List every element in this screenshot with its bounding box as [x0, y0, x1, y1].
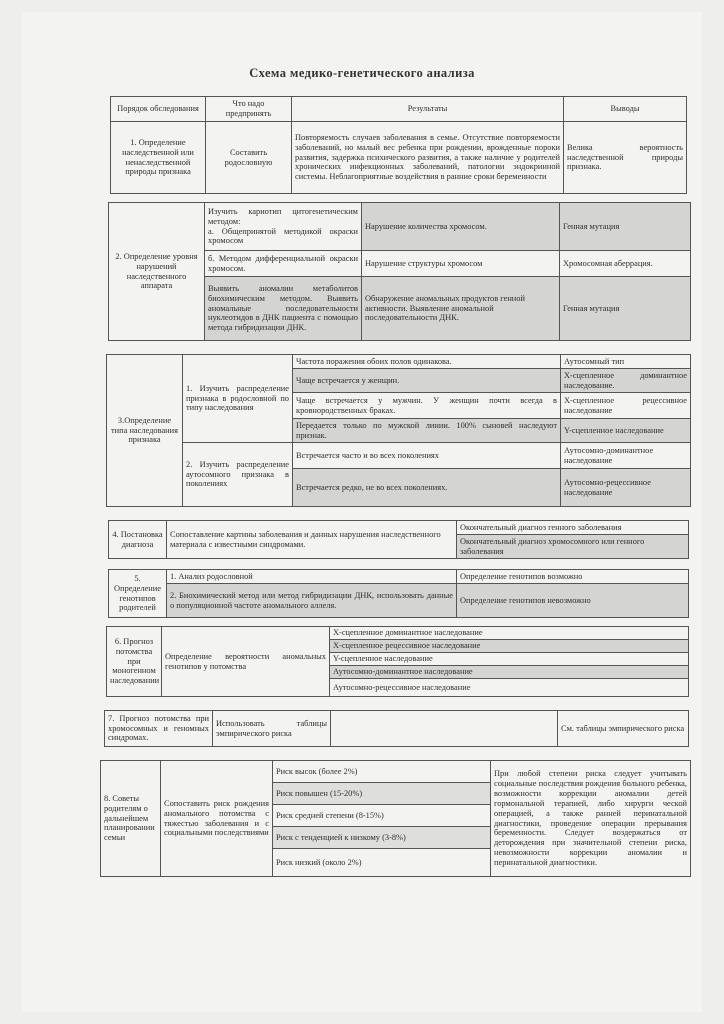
s4-concl-1: Окончательный диагноз генного заболевания [457, 521, 689, 535]
s6-action: Определение вероятности аномальных генотипов у потомства [162, 627, 330, 697]
s1-result: Повторяемость случаев заболевания в семье. Отсутствие повторяемости заболеваний, но малый вес ребенка при рождении, врожденные пороки развития, задержка психического развития, а также наличие у родителей хронических инфекционных заболеваний, патологии эндокринной системы. Неблагоприятные воздействия в ранние сроки беременности [292, 122, 564, 194]
s3-result-4: Передается только по мужской линии. 100% сыновей наследуют признак. [293, 419, 561, 443]
s3-action-2: 2. Изучить распределение аутосомного признака в поколениях [183, 443, 293, 507]
s2-result-a: Нарушение количества хромосом. [362, 203, 560, 251]
s2-action-a-intro: Изучить кариотип цитогенетическим методом: [208, 206, 358, 226]
s3-concl-6: Аутосомно-рецессивное наследование [561, 469, 691, 507]
s8-risk-2: Риск повышен (15-20%) [273, 783, 491, 805]
section-2-table [108, 202, 691, 341]
s2-action-c: Выявить аномалии метаболитов биохимическим методом. Выявить аномальные последовательности нуклеотидов в ДНК пациента с помощью метода гибридизации ДНК. [205, 277, 362, 341]
s2-action-a-text: а. Общепринятой методикой окраски хромосом [208, 226, 358, 246]
s8-step: 8. Советы родителям о дальнейшем планировании семьи [101, 761, 161, 877]
s5-concl-2: Определение генотипов невозможно [457, 584, 689, 618]
s3-result-1: Частота поражения обоих полов одинакова. [293, 355, 561, 369]
s5-step: 5. Определение генотипов родителей [109, 570, 167, 618]
s7-action: Использовать таблицы эмпирического риска [213, 711, 331, 747]
s8-risk-5: Риск низкий (около 2%) [273, 849, 491, 877]
s6-item-2: Х-сцепленное рецессивное наследование [330, 640, 689, 653]
s4-step: 4. Постановка диагноза [109, 521, 167, 559]
section-8-table [100, 760, 691, 877]
s2-action-b: б. Методом дифференциальной окраски хромосом. [205, 251, 362, 277]
s7-conclusion: См. таблицы эмпирического риска [558, 711, 689, 747]
s2-result-c: Обнаружение аномальных продуктов генной активности. Выявление аномальной последовательности ДНК. [362, 277, 560, 341]
s2-concl-c: Генная мутация [560, 277, 691, 341]
s7-empty [331, 711, 558, 747]
s4-concl-2: Окончательный диагноз хромосомного или генного заболевания [457, 535, 689, 559]
s7-step: 7. Прогноз потомства при хромосомных и геномных синдромах. [105, 711, 213, 747]
header-action: Что надо предпринять [206, 97, 292, 122]
s8-risk-1: Риск высок (более 2%) [273, 761, 491, 783]
s6-item-4: Аутосомно-доминантное наследование [330, 666, 689, 679]
s5-concl-1: Определение генотипов возможно [457, 570, 689, 584]
s2-action-a [205, 203, 362, 251]
s6-item-5: Аутосомно-рецессивное наследование [330, 679, 689, 697]
s6-step: 6. Прогноз потомства при моногенном наследовании [107, 627, 162, 697]
s4-action: Сопоставление картины заболевания и данных нарушения наследственного материала с известными синдромами. [167, 521, 457, 559]
s3-action-1: 1. Изучить распределение признака в родословной по типу наследования [183, 355, 293, 443]
s8-risk-4: Риск с тенденцией к низкому (3-8%) [273, 827, 491, 849]
s3-result-2: Чаще встречается у женщин. [293, 369, 561, 393]
s3-step: 3.Определение типа наследования признака [107, 355, 183, 507]
section-5-table [108, 569, 689, 618]
s3-result-6: Встречается редко, не во всех поколениях. [293, 469, 561, 507]
s3-concl-2: Х-сцепленное доминантное наследование. [561, 369, 691, 393]
s2-step: 2. Определение уровня нарушений наследственного аппарата [109, 203, 205, 341]
s8-action: Сопоставить риск рождения аномального потомства с тяжестью заболевания и с социальными последствиями [161, 761, 273, 877]
s1-action: Составить родословную [206, 122, 292, 194]
s8-risk-3: Риск средней степени (8-15%) [273, 805, 491, 827]
header-conclusions: Выводы [564, 97, 687, 122]
s1-conclusion: Велика вероятность наследственной природы признака. [564, 122, 687, 194]
s2-result-b: Нарушение структуры хромосом [362, 251, 560, 277]
s3-concl-3: Х-сцепленное рецессивное наследование [561, 393, 691, 419]
s5-action-2: 2. Биохимический метод или метод гибридизации ДНК, использовать данные о популяционной частоте аномального аллеля. [167, 584, 457, 618]
section-1-table [110, 96, 687, 194]
s3-concl-4: Y-сцепленное наследование [561, 419, 691, 443]
s6-item-1: Х-сцепленное доминантное наследование [330, 627, 689, 640]
section-4-table [108, 520, 689, 559]
s5-action-1: 1. Анализ родословной [167, 570, 457, 584]
s3-result-5: Встречается часто и во всех поколениях [293, 443, 561, 469]
s1-step: 1. Определение наследственной или ненаследственной природы признака [111, 122, 206, 194]
header-results: Результаты [292, 97, 564, 122]
header-step: Порядок обследования [111, 97, 206, 122]
section-7-table [104, 710, 689, 747]
s3-result-3: Чаще встречается у мужчин. У женщин почти всегда в кровнородственных браках. [293, 393, 561, 419]
s3-concl-1: Аутосомный тип [561, 355, 691, 369]
s6-item-3: Y-сцепленное наследование [330, 653, 689, 666]
section-6-table [106, 626, 689, 697]
s8-conclusion: При любой степени риска следует учитывать социальные последствия рождения больного ребенка, возможности коррекции аномалии детей гормональной терапией, либо хирурги ческой операцией, а также ранней перинатальной диагностики, проведение операции прерывания беременности. Следует воздержаться от деторождения при значительной степени риска, невозможности коррекции аномалии и перинатальной диагностики. [491, 761, 691, 877]
page-title: Схема медико-генетического анализа [249, 66, 475, 80]
section-3-table [106, 354, 691, 507]
s2-concl-b: Хромосомная аберрация. [560, 251, 691, 277]
s2-concl-a: Генная мутация [560, 203, 691, 251]
s3-concl-5: Аутосомно-доминантное наследование [561, 443, 691, 469]
